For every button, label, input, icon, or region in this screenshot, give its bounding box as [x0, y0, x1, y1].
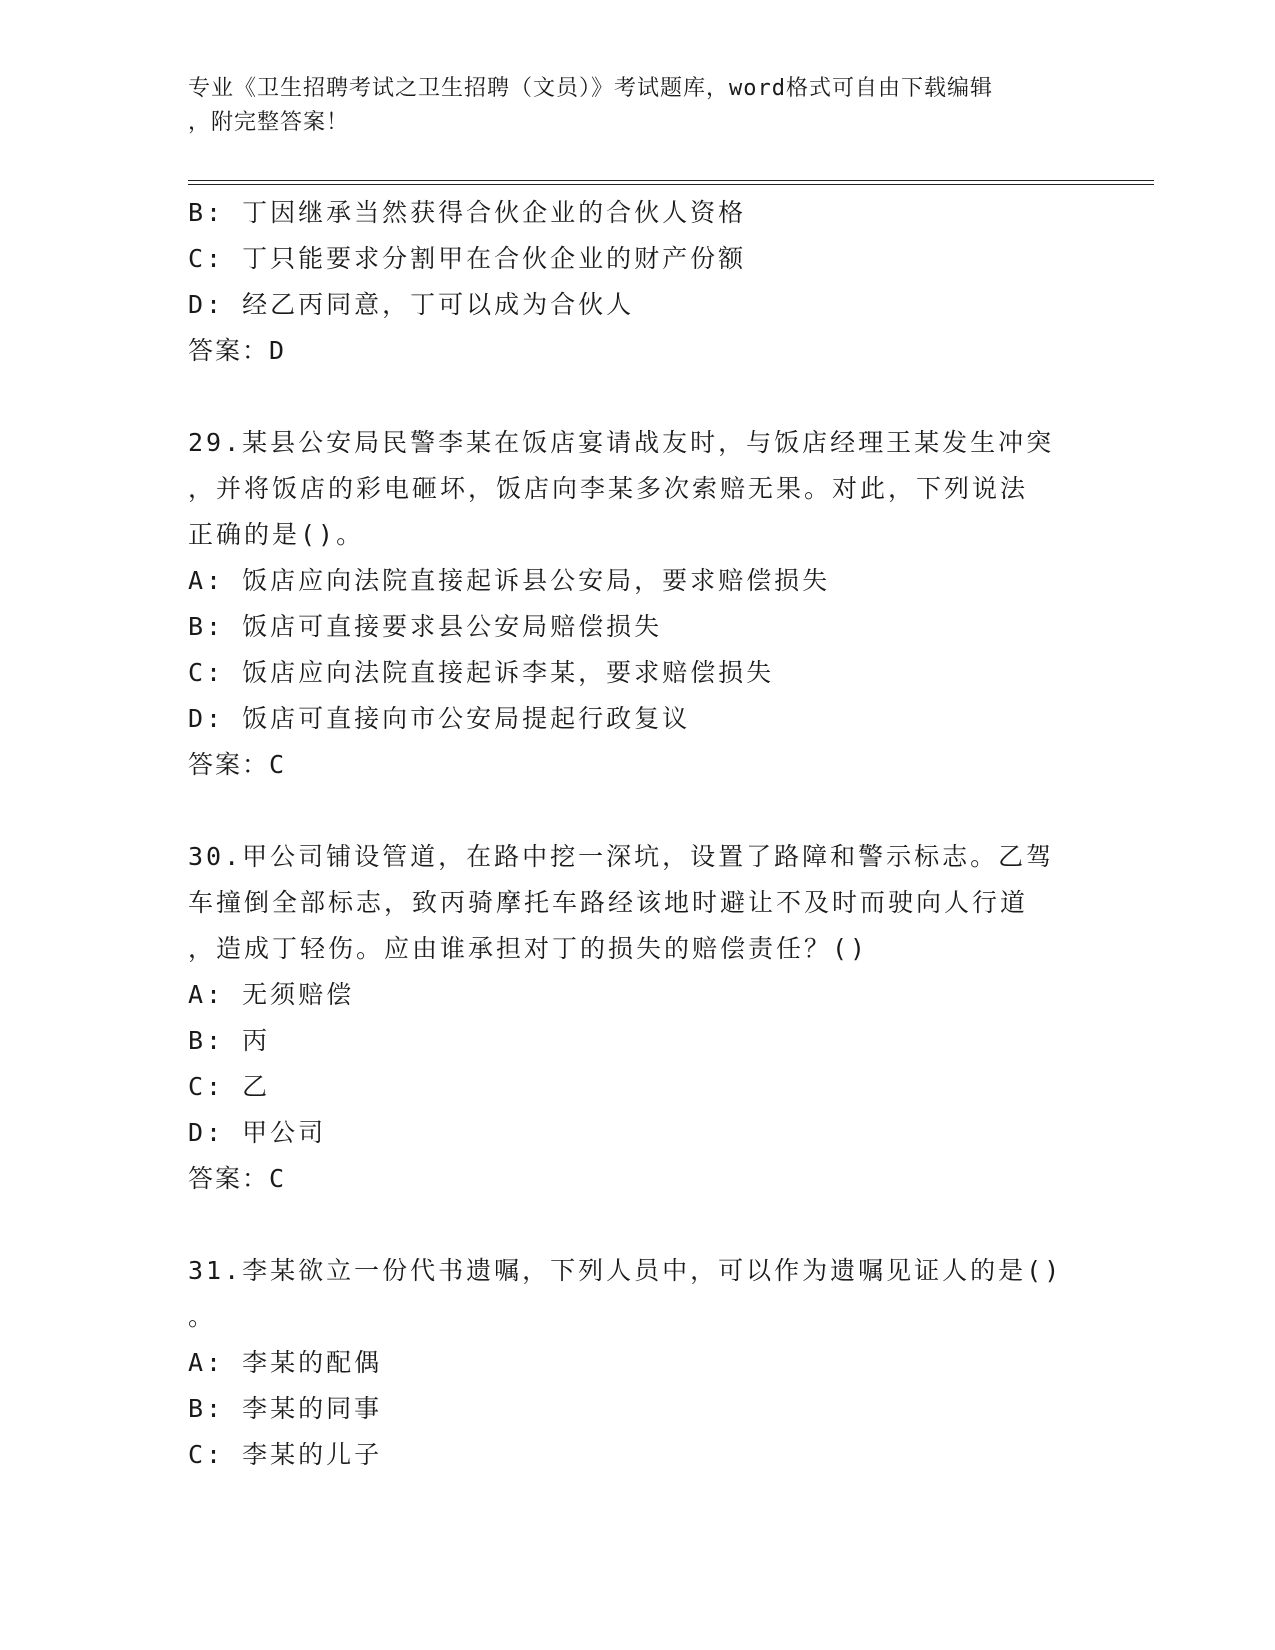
option-c: C: 丁只能要求分割甲在合伙企业的财产份额: [188, 244, 747, 273]
option-c: C: 李某的儿子: [188, 1440, 383, 1469]
header-divider-top: [188, 180, 1154, 181]
option-d: D: 甲公司: [188, 1118, 327, 1147]
question-text-line: 车撞倒全部标志，致丙骑摩托车路经该地时避让不及时而驶向人行道: [188, 888, 1029, 917]
option-a: A: 饭店应向法院直接起诉县公安局，要求赔偿损失: [188, 566, 831, 595]
header-line-2: ，附完整答案！: [188, 110, 350, 135]
option-c: C: 乙: [188, 1072, 271, 1101]
question-text-line: ，造成丁轻伤。应由谁承担对丁的损失的赔偿责任？(): [188, 934, 869, 963]
spacer: [188, 788, 1088, 834]
question-30: [188, 834, 1088, 1202]
answer: 答案：C: [188, 750, 287, 779]
option-c: C: 饭店应向法院直接起诉李某，要求赔偿损失: [188, 658, 775, 687]
option-d: D: 经乙丙同意，丁可以成为合伙人: [188, 290, 635, 319]
option-b: B: 饭店可直接要求县公安局赔偿损失: [188, 612, 663, 641]
question-29: [188, 420, 1088, 788]
option-a: A: 李某的配偶: [188, 1348, 383, 1377]
question-28: [188, 190, 1088, 374]
question-31: [188, 1248, 1088, 1478]
question-text-line: 30.甲公司铺设管道，在路中挖一深坑，设置了路障和警示标志。乙驾: [188, 842, 1055, 871]
question-text-line: 正确的是()。: [188, 520, 365, 549]
option-d: D: 饭店可直接向市公安局提起行政复议: [188, 704, 691, 733]
answer: 答案：C: [188, 1164, 287, 1193]
question-text-line: ，并将饭店的彩电砸坏，饭店向李某多次索赔无果。对此，下列说法: [188, 474, 1029, 503]
question-list: [188, 190, 1088, 1478]
question-text-line: 29.某县公安局民警李某在饭店宴请战友时，与饭店经理王某发生冲突: [188, 428, 1055, 457]
spacer: [188, 1202, 1088, 1248]
document-header: [188, 72, 1068, 140]
option-a: A: 无须赔偿: [188, 980, 355, 1009]
option-b: B: 李某的同事: [188, 1394, 383, 1423]
answer: 答案：D: [188, 336, 287, 365]
spacer: [188, 374, 1088, 420]
option-b: B: 丙: [188, 1026, 271, 1055]
question-text-line: 。: [188, 1302, 217, 1331]
question-text-line: 31.李某欲立一份代书遗嘱，下列人员中，可以作为遗嘱见证人的是(): [188, 1256, 1063, 1285]
header-divider-bottom: [188, 184, 1154, 185]
header-line-1: 专业《卫生招聘考试之卫生招聘（文员）》考试题库，word格式可自由下载编辑: [188, 76, 993, 101]
option-b: B: 丁因继承当然获得合伙企业的合伙人资格: [188, 198, 747, 227]
